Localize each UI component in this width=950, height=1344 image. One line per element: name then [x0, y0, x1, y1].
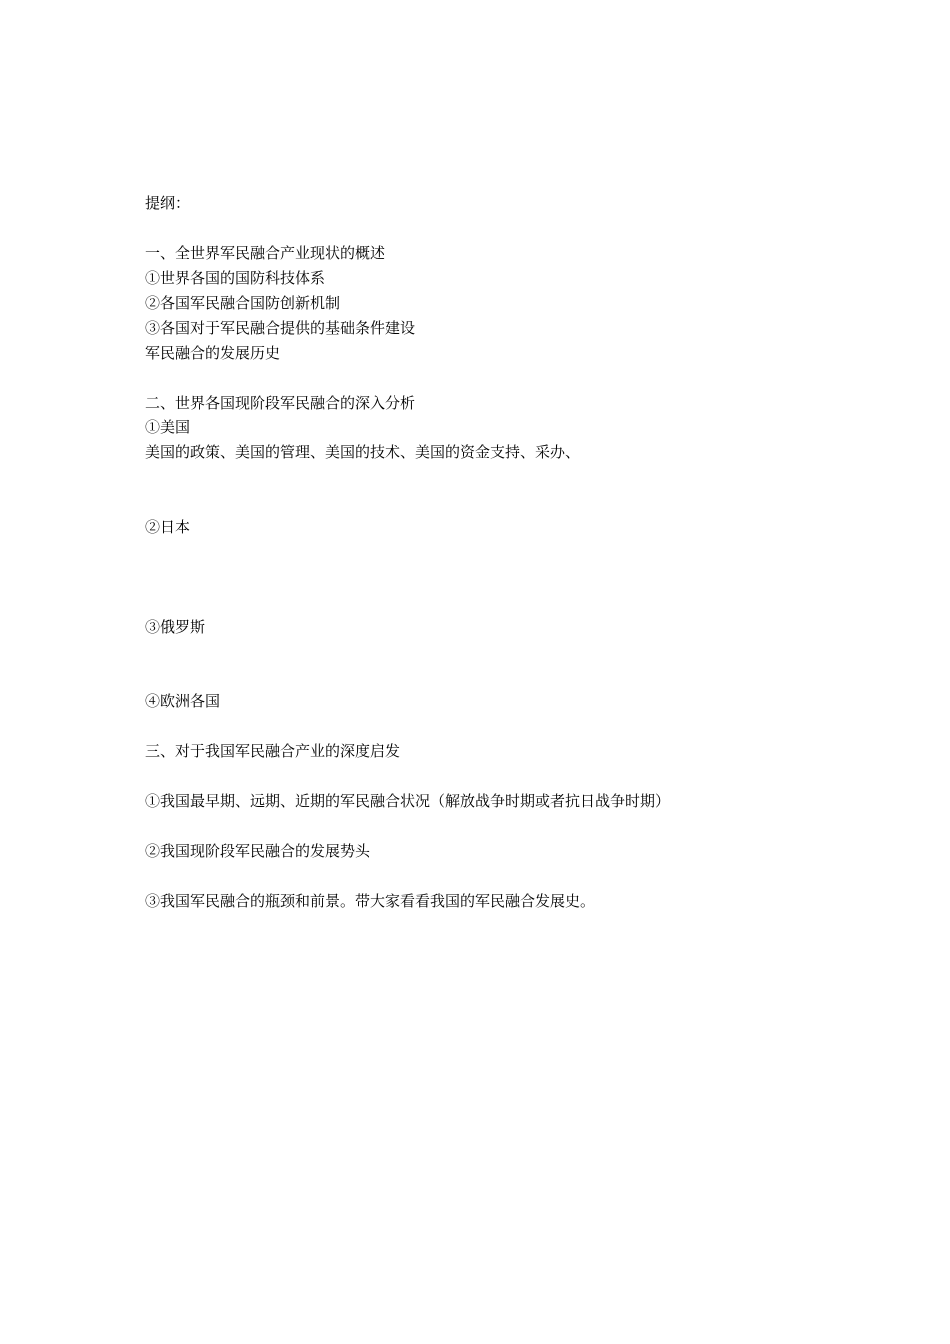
section-3-item-3: ③我国军民融合的瓶颈和前景。带大家看看我国的军民融合发展史。 — [145, 892, 596, 910]
section-2-item-japan: ②日本 — [145, 518, 191, 536]
section-1-item-4: 军民融合的发展历史 — [145, 344, 281, 362]
section-2-item-usa: ①美国 — [145, 418, 191, 436]
section-3-item-1: ①我国最早期、远期、近期的军民融合状况（解放战争时期或者抗日战争时期） — [145, 792, 671, 810]
section-1-item-1: ①世界各国的国防科技体系 — [145, 269, 326, 287]
section-2-usa-detail: 美国的政策、美国的管理、美国的技术、美国的资金支持、采办、 — [145, 443, 581, 461]
section-1-item-2: ②各国军民融合国防创新机制 — [145, 294, 341, 312]
section-3-title: 三、对于我国军民融合产业的深度启发 — [145, 742, 401, 760]
outline-heading: 提纲： — [145, 194, 191, 212]
section-2-item-russia: ③俄罗斯 — [145, 618, 206, 636]
section-3-item-2: ②我国现阶段军民融合的发展势头 — [145, 842, 371, 860]
section-1-item-3: ③各国对于军民融合提供的基础条件建设 — [145, 319, 416, 337]
section-2-title: 二、世界各国现阶段军民融合的深入分析 — [145, 394, 416, 412]
section-1-title: 一、全世界军民融合产业现状的概述 — [145, 244, 386, 262]
section-2-item-europe: ④欧洲各国 — [145, 692, 221, 710]
